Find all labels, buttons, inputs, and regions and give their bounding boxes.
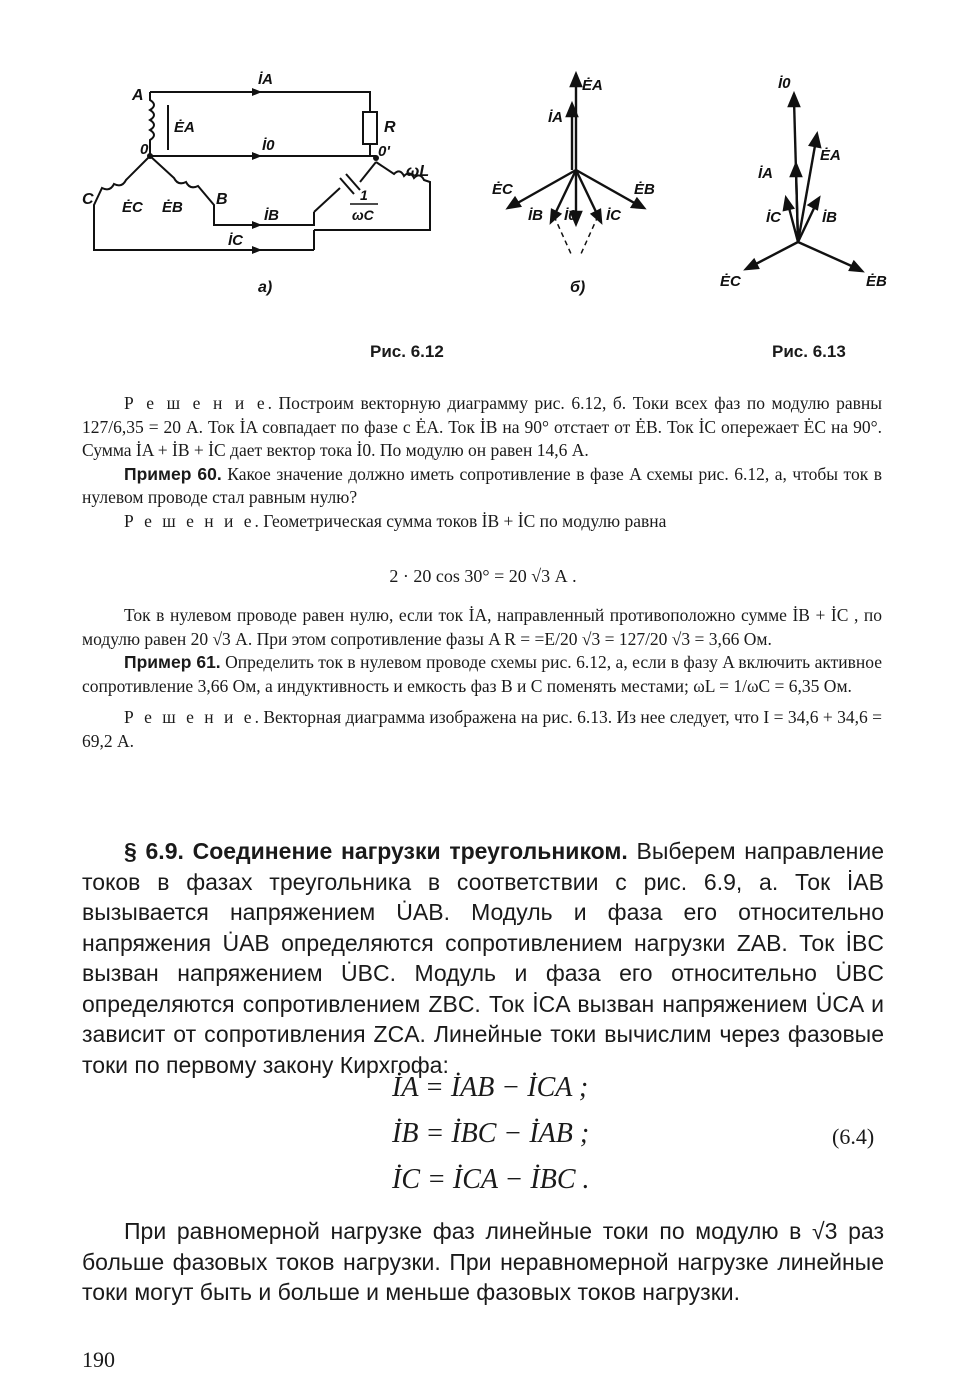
vec-ea-label: ĖA: [582, 77, 603, 94]
cap-den-label: ωC: [352, 207, 374, 223]
example-61-body: Определить ток в нулевом проводе схемы рис. 6.12, а, если в фазу A включить активное сопротивление 3,66 Ом, а индуктивность и емкость фаз B и C поменять местами; ωL = 1/ωC = 6,35 Ом.: [82, 652, 882, 696]
solution-1-body: . Построим векторную диаграмму рис. 6.12, б. Токи всех фаз по модулю равны 127/6,35 = 20 А. Ток İA совпадает по фазе с ĖA. Ток İB на 90° отстает от ĖB. Ток İC опережает ĖC на 90°. Сумма İA + İB + İC дает вектор тока İ0. По модулю он равен 14,6 А.: [82, 393, 882, 460]
final-paragraph-text: При равномерной нагрузке фаз линейные токи по модулю в √3 раз больше фазовых токов нагрузки. При неравномерной нагрузке линейные токи могут быть и больше и меньше фазовых токов нагрузки.: [82, 1218, 884, 1305]
solution-1-heading: Р е ш е н и е: [124, 393, 268, 413]
example-60-heading: Пример 60.: [124, 463, 222, 484]
solution-3-paragraph: [82, 706, 882, 753]
formula-1: 2 · 20 cos 30° = 20 √3 А .: [389, 566, 577, 586]
emf-ec-label: ĖC: [122, 199, 143, 216]
caption-fig-6-12: Рис. 6.12: [370, 342, 444, 361]
equation-ia: İA = İAB − İCA ;: [392, 1072, 589, 1103]
vector-diagram-b: [484, 70, 664, 300]
node-a-label: A: [132, 87, 144, 104]
equation-ic: İC = İCA − İBC .: [392, 1164, 590, 1195]
wl-label: ωL: [406, 163, 430, 180]
vec-ib-label: İB: [528, 207, 543, 224]
solution-2-body: . Геометрическая сумма токов İB + İC по модулю равна: [254, 510, 667, 531]
vec-ec-label: ĖC: [492, 181, 513, 198]
current-ib-label: İB: [264, 207, 279, 224]
section-heading: § 6.9. Соединение нагрузки треугольником.: [124, 838, 628, 864]
final-paragraph: [82, 1216, 884, 1308]
current-io-label: İ0: [262, 137, 275, 154]
vec613-ec-label: ĖC: [720, 273, 741, 290]
section-6-9-paragraph: [82, 836, 884, 1080]
subfig-b-label: б): [570, 279, 586, 296]
example-60-body: Какое значение должно иметь сопротивление в фазе A схемы рис. 6.12, а, чтобы ток в нулевом проводе стал равным нулю?: [82, 463, 882, 507]
circuit-diagram: [78, 70, 448, 300]
node-0-label: 0: [140, 141, 149, 158]
example-61-heading: Пример 61.: [124, 652, 221, 672]
vec613-eb-label: ĖB: [866, 273, 887, 290]
vec-ic-label: İC: [606, 207, 621, 224]
example-61-paragraph: [82, 651, 882, 698]
figure-6-12a-circuit: [78, 70, 448, 300]
example-60-paragraph: [82, 463, 882, 510]
vec613-io-label: İ0: [778, 75, 791, 92]
solution-1-paragraph: [82, 392, 882, 463]
solution-3-heading: Р е ш е н и е: [124, 707, 255, 727]
vec613-ic-label: İC: [766, 209, 781, 226]
vec613-ea-label: ĖA: [820, 147, 841, 164]
vec-ia-label: İA: [548, 109, 563, 126]
current-ic-label: İC: [228, 232, 243, 249]
vector-diagram-613: [716, 70, 896, 300]
subfig-a-label: а): [258, 279, 273, 296]
node-b-label: B: [216, 191, 228, 208]
equation-number: (6.4): [832, 1124, 875, 1149]
small-text-block: [82, 392, 882, 533]
current-ia-label: İA: [258, 71, 273, 88]
vec-eb-label: ĖB: [634, 181, 655, 198]
solution-2-heading: Р е ш е н и е: [124, 510, 255, 531]
vec613-ib-label: İB: [822, 209, 837, 226]
vec-io-label: İ0: [564, 207, 577, 224]
figure-6-12b-vectors: [484, 70, 664, 300]
section-body: Выберем направление токов в фазах треугольника в соответствии с рис. 6.9, а. Ток İAB вызывается напряжением U̇AB. Модуль и фаза его относительно напряжения U̇AB определяются сопротивлением нагрузки ZAB. Ток İBC вызван напряжением U̇BC. Модуль и фаза его относительно U̇BC определяются сопротивлением ZBC. Ток İCA вызван напряжением U̇CA и зависит от сопротивления ZCA. Линейные токи вычислим через фазовые токи по первому закону Кирхгофа:: [82, 838, 885, 1078]
equation-ib: İB = İBC − İAB ;: [392, 1118, 590, 1149]
zero-current-paragraph: Ток в нулевом проводе равен нулю, если ток İA, направленный противоположно сумме İB + İC , по модулю равен 20 √3 А. При этом сопротивление фазы A R = =E/20 √3 = 127/20 √3 = 3,66 Ом.: [82, 605, 882, 649]
solution-2-paragraph: [82, 510, 882, 534]
emf-ea-label: ĖA: [174, 119, 195, 136]
node-0prime-label: 0': [378, 143, 390, 160]
vec613-ia-label: İA: [758, 165, 773, 182]
small-text-block-2: [82, 604, 882, 753]
cap-num-label: 1: [360, 187, 368, 203]
solution-3-body: . Векторная диаграмма изображена на рис. 6.13. Из нее следует, что I = 34,6 + 34,6 = 69,2 А.: [82, 707, 882, 751]
caption-fig-6-13: Рис. 6.13: [772, 342, 846, 361]
page-number: 190: [82, 1347, 115, 1372]
r-label: R: [384, 119, 396, 136]
emf-eb-label: ĖB: [162, 199, 183, 216]
node-c-label: C: [82, 191, 94, 208]
figure-6-13-vectors: [716, 70, 896, 300]
